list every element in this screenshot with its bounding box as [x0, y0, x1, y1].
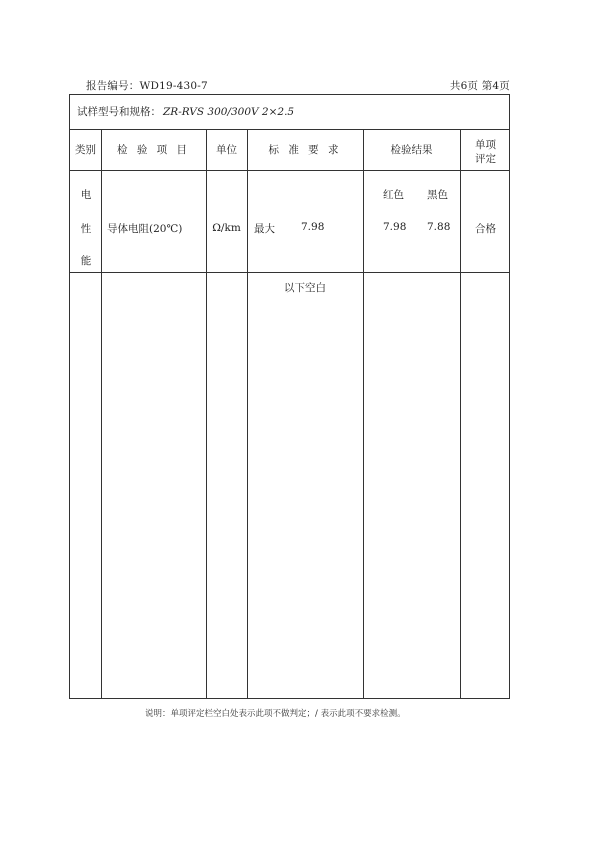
header-category: 类别: [75, 144, 96, 156]
category-char-3: 能: [80, 255, 92, 267]
header-judgement-line2: 评定: [475, 153, 496, 165]
header-result: 检验结果: [390, 144, 433, 156]
sample-spec-label: 试样型号和规格：: [77, 106, 161, 118]
col-divider-5: [460, 130, 461, 699]
report-number: 报告编号：WD19-430-7: [86, 80, 208, 92]
category-char-1: 电: [80, 189, 92, 201]
footer-note: 说明：单项评定栏空白处表示此项不做判定；/ 表示此项不要求检测。: [145, 709, 406, 719]
sample-spec-value: ZR-RVS 300/300V 2×2.5: [163, 106, 295, 118]
sample-spec-row: [70, 95, 509, 130]
item-conductor-resistance: 导体电阻(20℃): [107, 223, 183, 235]
judgement-value: 合格: [475, 223, 496, 235]
header-judgement: [460, 138, 511, 166]
col-divider-1: [101, 130, 102, 699]
header-divider: [70, 170, 509, 171]
standard-label: 最大: [254, 223, 275, 235]
row-divider: [70, 272, 509, 273]
standard-value: 7.98: [301, 221, 325, 233]
result-label-red: 红色: [383, 189, 404, 201]
result-label-black: 黑色: [427, 189, 448, 201]
blank-below-note: 以下空白: [284, 282, 326, 294]
header-standard: 标 准 要 求: [268, 144, 342, 156]
header-judgement-line1: 单项: [475, 139, 496, 151]
test-table: [69, 94, 510, 699]
category-char-2: 性: [80, 223, 92, 235]
page-info: 共6页 第4页: [449, 80, 510, 92]
result-value-black: 7.88: [427, 221, 451, 233]
col-divider-3: [247, 130, 248, 699]
header-unit: 单位: [216, 144, 237, 156]
col-divider-4: [363, 130, 364, 699]
col-divider-2: [206, 130, 207, 699]
unit-value: Ω/km: [212, 222, 241, 234]
result-value-red: 7.98: [383, 221, 407, 233]
header-item: 检 验 项 目: [116, 144, 190, 156]
